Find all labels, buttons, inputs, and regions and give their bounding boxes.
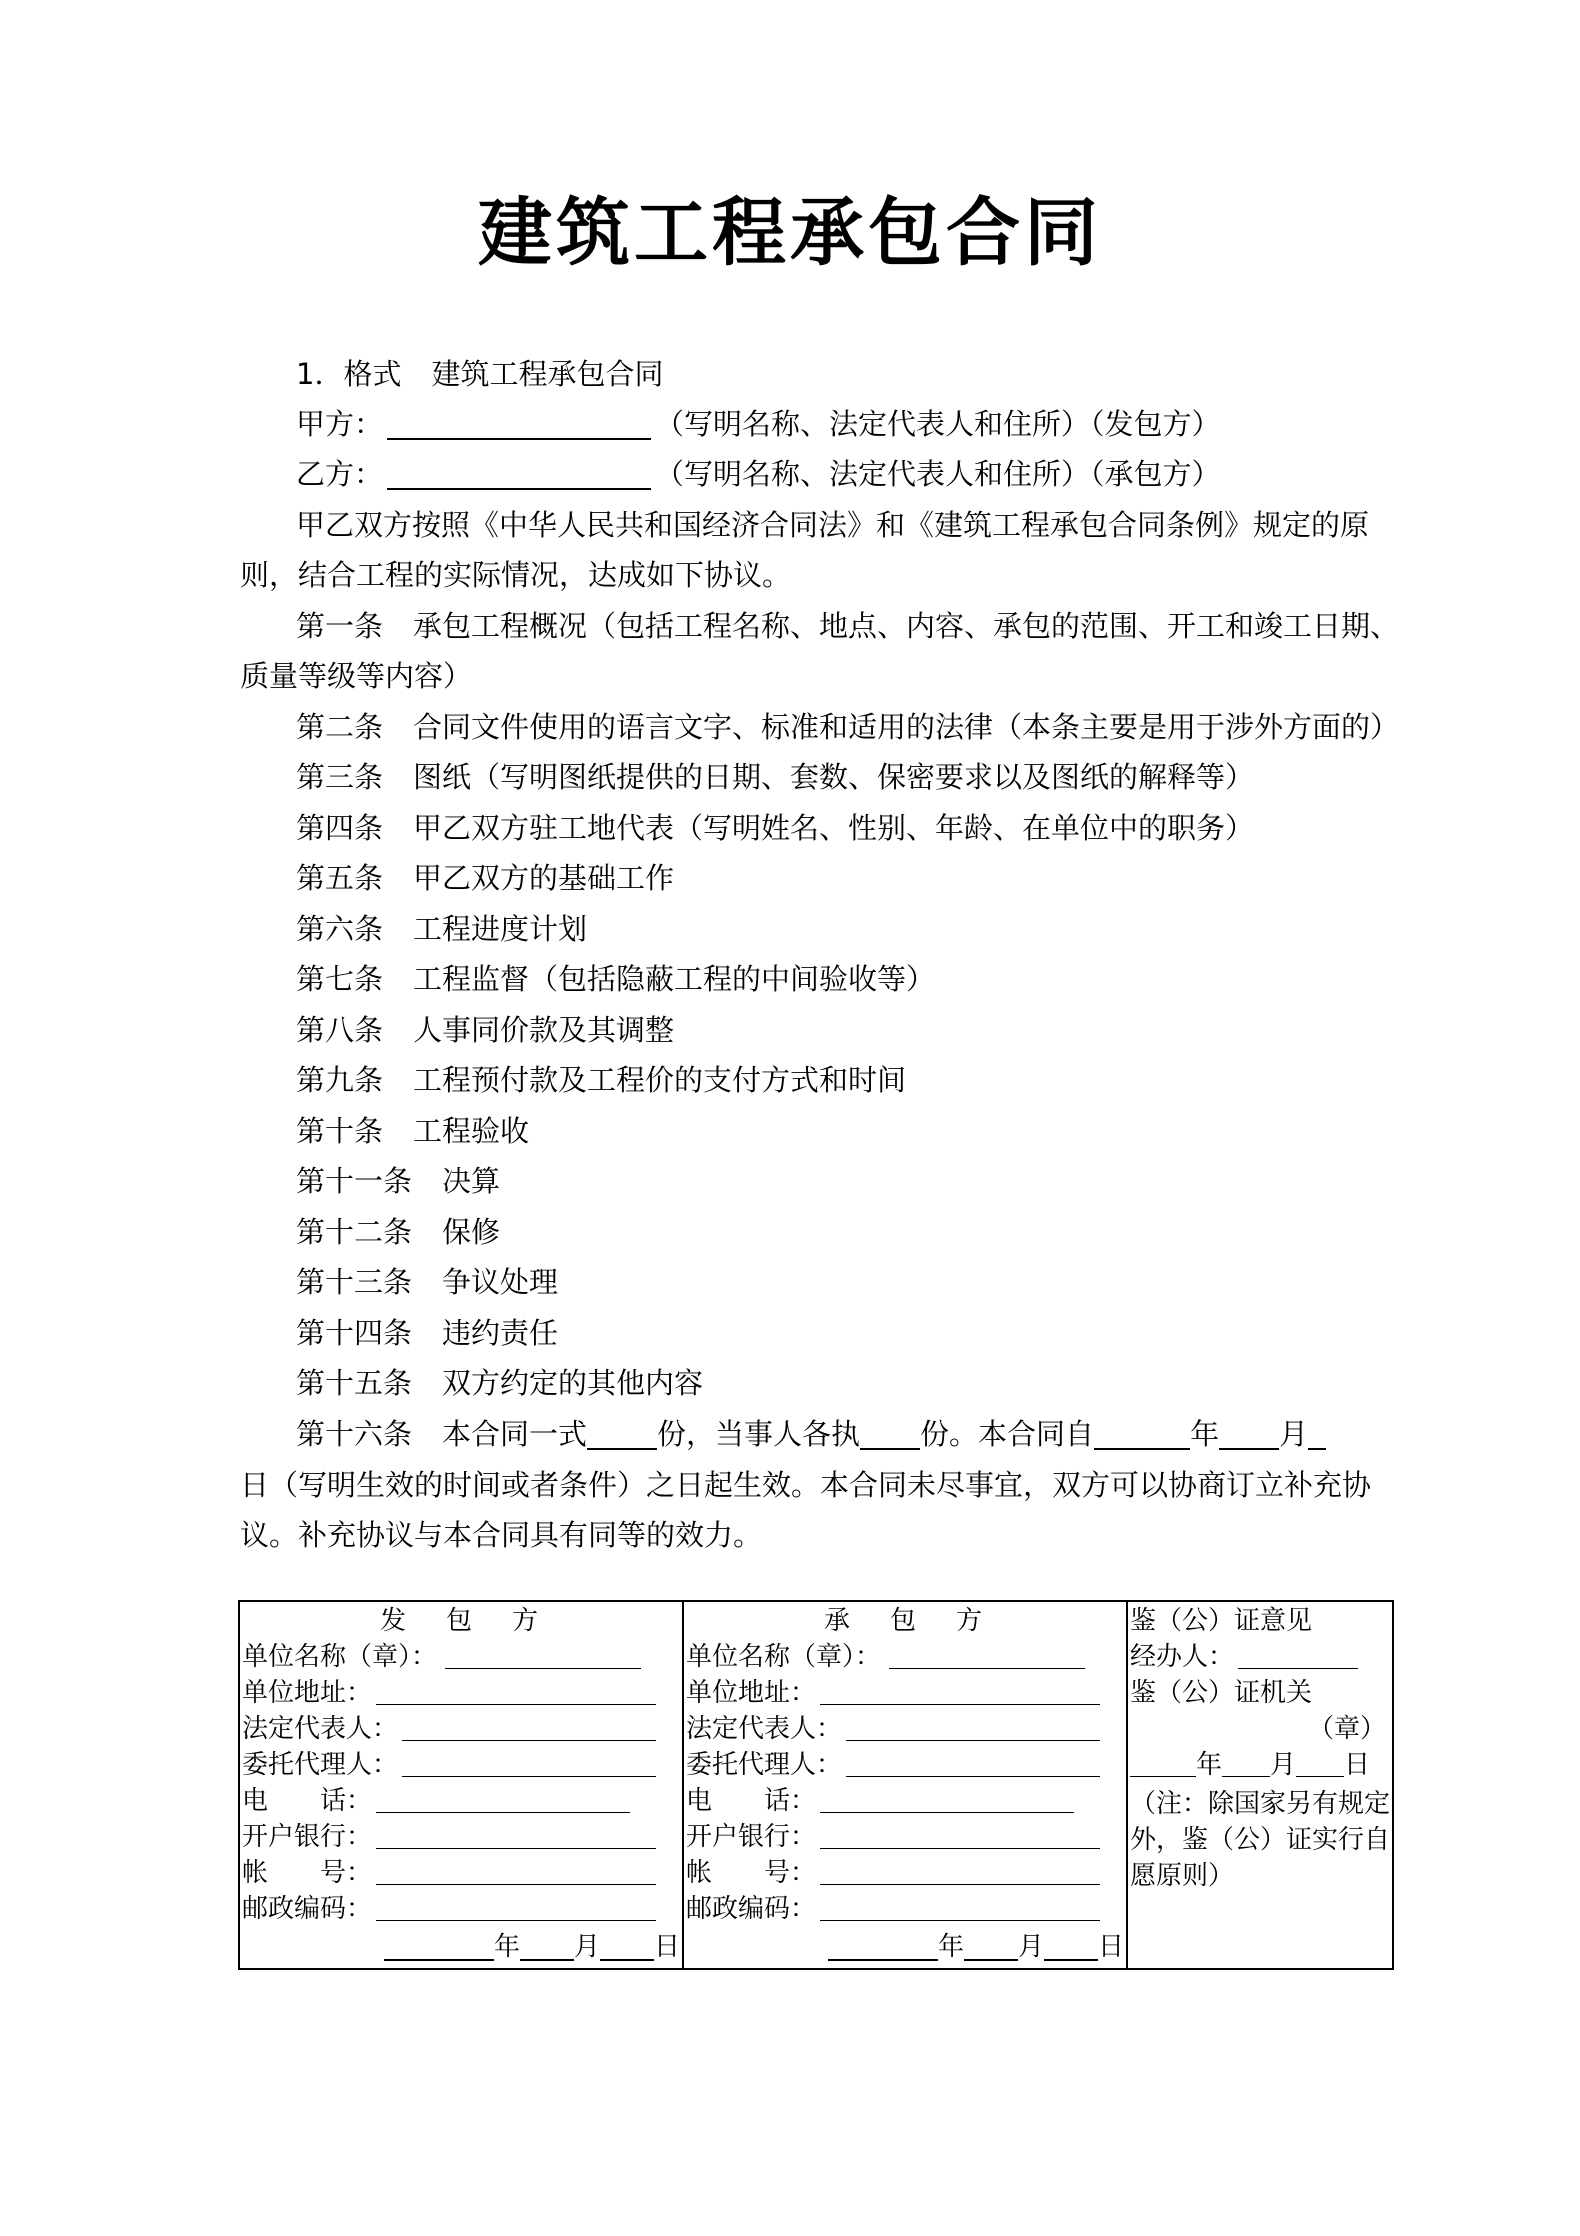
client-field-unit-name: 单位名称（章）： xyxy=(242,1640,676,1674)
article-16 xyxy=(296,1416,1326,1452)
article-1 xyxy=(296,608,1399,644)
article-11 xyxy=(296,1163,500,1199)
article-text: 违约责任 xyxy=(442,1316,559,1350)
client-field-phone: 电 话： xyxy=(242,1784,676,1818)
notary-agent: 经办人： xyxy=(1130,1640,1386,1674)
format-text: 建筑工程承包合同 xyxy=(431,357,664,391)
client-account-blank[interactable] xyxy=(376,1860,656,1885)
contractor-unit-name-blank[interactable] xyxy=(889,1644,1085,1669)
article-16-text-3: 份。本合同自 xyxy=(920,1417,1095,1451)
article-text: 工程进度计划 xyxy=(413,912,588,946)
client-field-bank: 开户银行： xyxy=(242,1820,676,1854)
article-number: 第六条 xyxy=(296,912,384,946)
article-number: 第十条 xyxy=(296,1114,384,1148)
article-1-cont: 质量等级等内容） xyxy=(240,659,473,693)
article-text: 工程预付款及工程价的支付方式和时间 xyxy=(413,1063,907,1097)
contractor-year-blank[interactable] xyxy=(828,1931,938,1961)
contractor-day-blank[interactable] xyxy=(1044,1931,1098,1961)
article-number: 第一条 xyxy=(296,609,384,643)
preamble-line-2: 则，结合工程的实际情况，达成如下协议。 xyxy=(240,558,792,592)
article-text: 工程验收 xyxy=(413,1114,530,1148)
article-number: 第十三条 xyxy=(296,1265,413,1299)
client-day-blank[interactable] xyxy=(600,1931,654,1961)
client-unit-name-blank[interactable] xyxy=(445,1644,641,1669)
article-16-year: 年 xyxy=(1190,1417,1220,1451)
article-number: 第八条 xyxy=(296,1013,384,1047)
contractor-postcode-blank[interactable] xyxy=(820,1896,1100,1921)
client-field-legal-rep: 法定代表人： xyxy=(242,1712,676,1746)
contractor-legal-rep-blank[interactable] xyxy=(846,1716,1100,1741)
article-15 xyxy=(296,1365,703,1401)
preamble-line-1: 甲乙双方按照《中华人民共和国经济合同法》和《建筑工程承包合同条例》规定的原 xyxy=(296,508,1370,542)
article-7 xyxy=(296,961,935,997)
contractor-account-blank[interactable] xyxy=(820,1860,1100,1885)
article-10 xyxy=(296,1113,529,1149)
article-16-text-2: 份，当事人各执 xyxy=(657,1417,861,1451)
notary-opinion: 鉴（公）证意见 xyxy=(1130,1606,1313,1636)
client-date: 年 月 日 xyxy=(384,1930,680,1964)
client-field-address: 单位地址： xyxy=(242,1676,676,1710)
article-number: 第十五条 xyxy=(296,1366,413,1400)
contractor-address-blank[interactable] xyxy=(820,1680,1100,1705)
article-2 xyxy=(296,709,1399,745)
article-16-line-3: 议。补充协议与本合同具有同等的效力。 xyxy=(240,1518,763,1552)
article-number: 第十六条 xyxy=(296,1417,413,1451)
article-number: 第三条 xyxy=(296,760,384,794)
article-text: 甲乙双方驻工地代表（写明姓名、性别、年龄、在单位中的职务） xyxy=(413,811,1255,845)
notary-note: （注：除国家另有规定外，鉴（公）证实行自愿原则） xyxy=(1130,1789,1391,1891)
contractor-phone-blank[interactable] xyxy=(820,1788,1074,1813)
article-16-month: 月 xyxy=(1279,1417,1309,1451)
notary-day-blank[interactable] xyxy=(1296,1752,1344,1777)
article-13 xyxy=(296,1264,558,1300)
contractor-bank-blank[interactable] xyxy=(820,1824,1100,1849)
article-number: 第十四条 xyxy=(296,1316,413,1350)
day-blank[interactable] xyxy=(1308,1420,1326,1450)
client-field-agent: 委托代理人： xyxy=(242,1748,676,1782)
article-text: 承包工程概况（包括工程名称、地点、内容、承包的范围、开工和竣工日期、 xyxy=(413,609,1400,643)
article-text: 图纸（写明图纸提供的日期、套数、保密要求以及图纸的解释等） xyxy=(413,760,1255,794)
client-bank-blank[interactable] xyxy=(376,1824,656,1849)
article-text: 双方约定的其他内容 xyxy=(442,1366,704,1400)
month-blank[interactable] xyxy=(1219,1420,1279,1450)
party-b-label: 乙方： xyxy=(296,457,384,491)
copies-blank[interactable] xyxy=(587,1420,657,1450)
article-text: 甲乙双方的基础工作 xyxy=(413,861,675,895)
article-number: 第十二条 xyxy=(296,1215,413,1249)
client-column xyxy=(240,1602,684,1968)
article-text: 人事同价款及其调整 xyxy=(413,1013,675,1047)
article-3 xyxy=(296,759,1254,795)
article-8 xyxy=(296,1012,674,1048)
client-address-blank[interactable] xyxy=(376,1680,656,1705)
contractor-field-agent: 委托代理人： xyxy=(686,1748,1120,1782)
article-5 xyxy=(296,860,674,896)
party-b-line xyxy=(296,456,1221,492)
article-text: 决算 xyxy=(442,1164,501,1198)
notary-date: 年 月 日 xyxy=(1130,1748,1386,1782)
contractor-field-address: 单位地址： xyxy=(686,1676,1120,1710)
article-16-text-1: 本合同一式 xyxy=(442,1417,588,1451)
client-year-blank[interactable] xyxy=(384,1931,494,1961)
article-number: 第五条 xyxy=(296,861,384,895)
notary-authority: 鉴（公）证机关 xyxy=(1130,1678,1313,1708)
notary-month-blank[interactable] xyxy=(1222,1752,1270,1777)
contractor-field-account: 帐 号： xyxy=(686,1856,1120,1890)
contractor-column xyxy=(684,1602,1128,1968)
article-number: 第九条 xyxy=(296,1063,384,1097)
notary-seal: （章） xyxy=(1307,1714,1386,1744)
client-header: 发包方 xyxy=(379,1606,578,1636)
party-a-note: （写明名称、法定代表人和住所）（发包方） xyxy=(655,407,1221,441)
page-title: 建筑工程承包合同 xyxy=(478,190,1102,276)
format-number: 1．格式 xyxy=(296,357,402,391)
party-a-label: 甲方： xyxy=(296,407,384,441)
article-text: 合同文件使用的语言文字、标准和适用的法律（本条主要是用于涉外方面的） xyxy=(413,710,1400,744)
contractor-field-phone: 电 话： xyxy=(686,1784,1120,1818)
article-number: 第二条 xyxy=(296,710,384,744)
article-12 xyxy=(296,1214,500,1250)
client-legal-rep-blank[interactable] xyxy=(402,1716,656,1741)
year-blank[interactable] xyxy=(1094,1420,1190,1450)
format-heading xyxy=(296,356,663,392)
signature-table xyxy=(238,1600,1394,1970)
article-number: 第十一条 xyxy=(296,1164,413,1198)
contractor-field-bank: 开户银行： xyxy=(686,1820,1120,1854)
contractor-date: 年 月 日 xyxy=(828,1930,1124,1964)
article-text: 争议处理 xyxy=(442,1265,559,1299)
article-4 xyxy=(296,810,1254,846)
contractor-agent-blank[interactable] xyxy=(846,1752,1100,1777)
contractor-month-blank[interactable] xyxy=(964,1931,1018,1961)
contractor-field-unit-name: 单位名称（章）： xyxy=(686,1640,1120,1674)
notary-agent-blank[interactable] xyxy=(1238,1644,1358,1669)
party-b-blank[interactable] xyxy=(387,460,651,490)
notary-year-blank[interactable] xyxy=(1130,1752,1196,1777)
party-b-note: （写明名称、法定代表人和住所）（承包方） xyxy=(655,457,1221,491)
article-number: 第四条 xyxy=(296,811,384,845)
client-phone-blank[interactable] xyxy=(376,1788,630,1813)
copies-each-blank[interactable] xyxy=(860,1420,920,1450)
article-6 xyxy=(296,911,587,947)
party-a-blank[interactable] xyxy=(387,410,651,440)
article-text: 工程监督（包括隐蔽工程的中间验收等） xyxy=(413,962,936,996)
article-14 xyxy=(296,1315,558,1351)
contractor-field-postcode: 邮政编码： xyxy=(686,1892,1120,1926)
article-number: 第七条 xyxy=(296,962,384,996)
client-field-postcode: 邮政编码： xyxy=(242,1892,676,1926)
party-a-line xyxy=(296,406,1221,442)
client-month-blank[interactable] xyxy=(520,1931,574,1961)
article-text: 保修 xyxy=(442,1215,501,1249)
article-9 xyxy=(296,1062,906,1098)
client-agent-blank[interactable] xyxy=(402,1752,656,1777)
article-16-line-2: 日（写明生效的时间或者条件）之日起生效。本合同未尽事宜，双方可以协商订立补充协 xyxy=(240,1468,1372,1502)
contractor-header: 承包方 xyxy=(823,1606,1022,1636)
contractor-field-legal-rep: 法定代表人： xyxy=(686,1712,1120,1746)
client-field-account: 帐 号： xyxy=(242,1856,676,1890)
notary-column xyxy=(1128,1602,1392,1968)
client-postcode-blank[interactable] xyxy=(376,1896,656,1921)
